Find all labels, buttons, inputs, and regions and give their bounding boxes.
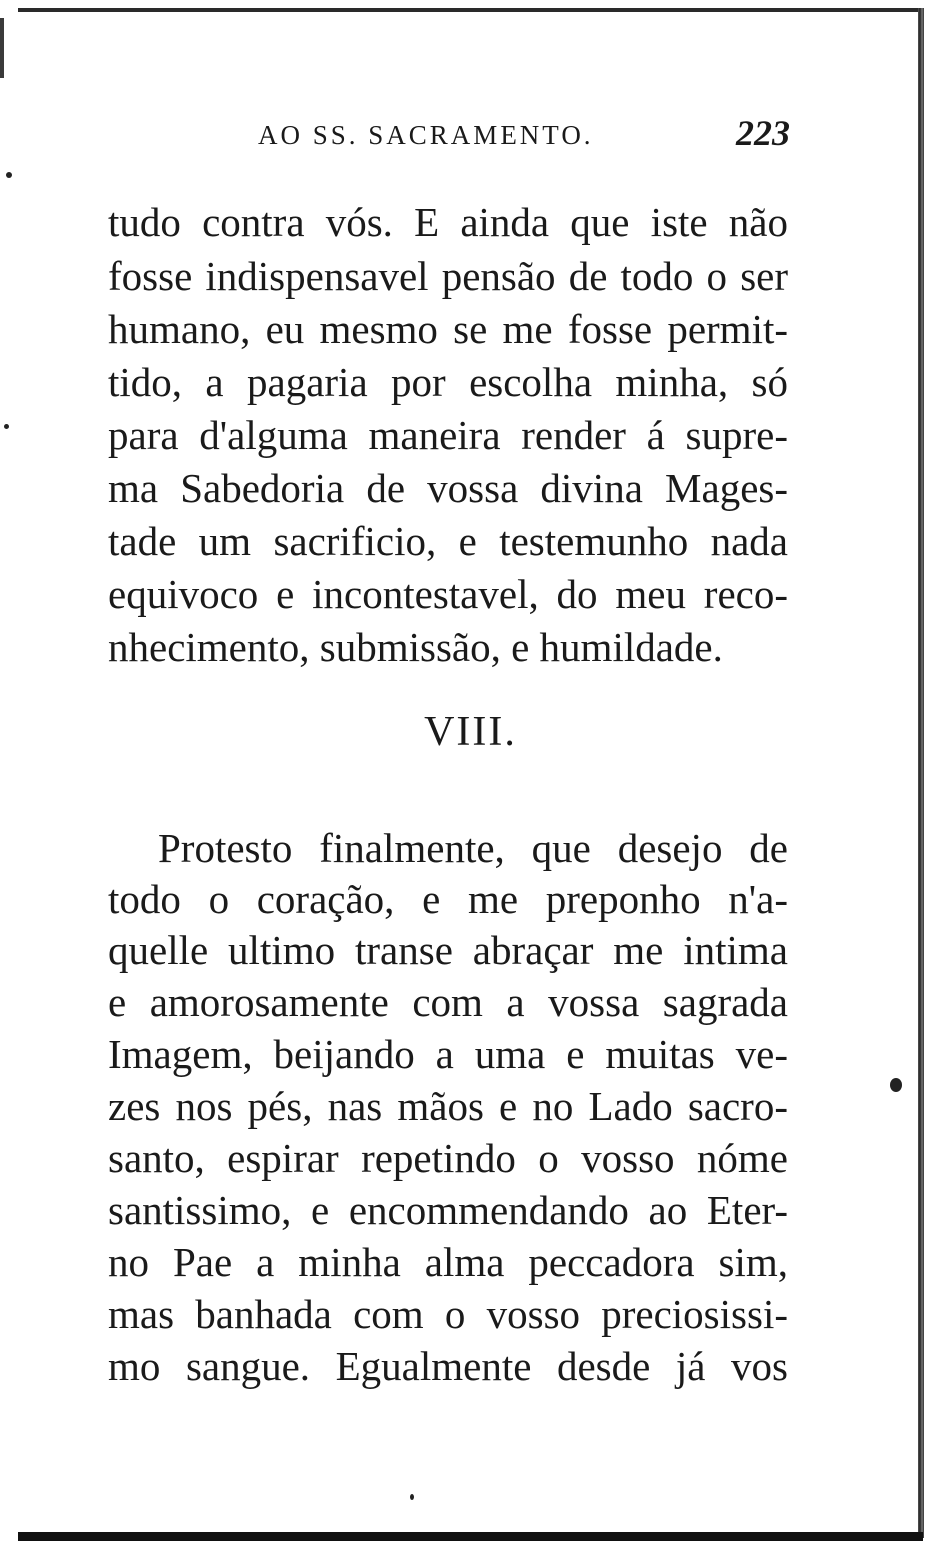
page-left-edge [0, 18, 4, 78]
text-line: Protesto finalmente, que desejo de [158, 825, 788, 871]
text-line: zes nos pés, nas mãos e no Lado sacro- [108, 1083, 788, 1129]
text-line: equivoco e incontestavel, do meu reco- [108, 571, 788, 617]
ink-speck [890, 1078, 902, 1092]
text-line: para d'alguma maneira render á supre- [108, 412, 788, 458]
page-bottom-edge [18, 1532, 923, 1541]
text-line: tudo contra vós. E ainda que iste não [108, 199, 788, 245]
text-line: ma Sabedoria de vossa divina Mages- [108, 465, 788, 511]
page-right-edge [918, 8, 924, 1538]
text-line: quelle ultimo transe abraçar me intima [108, 927, 788, 973]
text-line: mas banhada com o vosso preciosissi- [108, 1291, 788, 1337]
page-top-edge [18, 8, 923, 12]
section-heading: VIII. [424, 709, 517, 755]
text-line: no Pae a minha alma peccadora sim, [108, 1239, 788, 1285]
text-line: Imagem, beijando a uma e muitas ve- [108, 1031, 788, 1077]
running-head [110, 112, 790, 152]
text-line: mo sangue. Egualmente desde já vos [108, 1343, 788, 1389]
ink-speck [4, 424, 9, 429]
text-line: santo, espirar repetindo o vosso nóme [108, 1135, 788, 1181]
text-line: santissimo, e encommendando ao Eter- [108, 1187, 788, 1233]
text-line: e amorosamente com a vossa sagrada [108, 979, 788, 1025]
text-line: fosse indispensavel pensão de todo o ser [108, 253, 788, 299]
ink-speck [6, 172, 12, 178]
text-line: humano, eu mesmo se me fosse permit- [108, 306, 788, 352]
ink-speck [410, 1494, 414, 1500]
text-line: todo o coração, e me preponho n'a- [108, 876, 788, 922]
text-line: nhecimento, submissão, e humildade. [108, 624, 723, 670]
text-line: tade um sacrificio, e testemunho nada [108, 518, 788, 564]
page-number: 223 [736, 113, 790, 153]
text-line: tido, a pagaria por escolha minha, só [108, 359, 788, 405]
running-title: AO SS. SACRAMENTO. [258, 120, 594, 150]
